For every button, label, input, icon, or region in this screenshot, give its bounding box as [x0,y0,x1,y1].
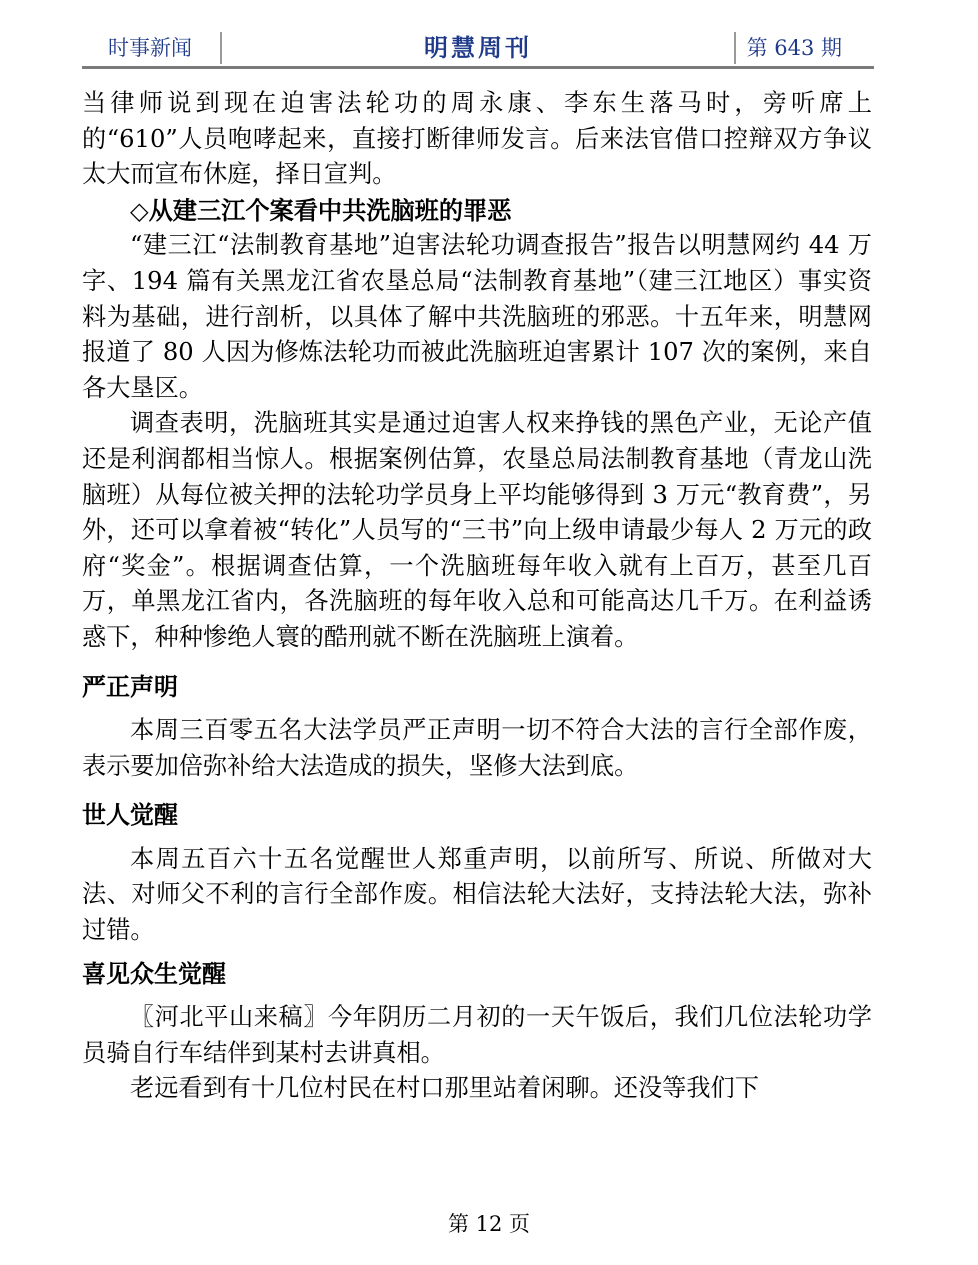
section-heading-statement: 严正声明 [82,672,178,701]
paragraph-6: 〖河北平山来稿〗今年阴历二月初的一天午饭后，我们几位法轮功学员骑自行车结伴到某村去讲真相。 [82,1003,872,1067]
header-issue-number: 第 643 期 [746,36,842,60]
header-section-label: 时事新闻 [108,36,192,60]
header-rule [82,66,874,69]
subheading: ◇从建三江个案看中共洗脑班的罪恶 [130,195,512,225]
paragraph-3: 调查表明，洗脑班其实是通过迫害人权来挣钱的黑色产业，无论产值还是利润都相当惊人。根据案例估算，农垦总局法制教育基地（青龙山洗脑班）从每位被关押的法轮功学员身上平均能够得到 3 万元“教育费”，另外，还可以拿着被“转化”人员写的“三书”向上级申请最少每人 2 万元的政府“奖金”。根据调查估算，一个洗脑班每年收入就有上百万，甚至几百万，单黑龙江省内，各洗脑班的每年收入总和可能高达几千万。在利益诱惑下，种种惨绝人寰的酷刑就不断在洗脑班上演着。 [82,409,872,651]
header-publication-title: 明慧周刊 [424,34,532,62]
paragraph-4: 本周三百零五名大法学员严正声明一切不符合大法的言行全部作废，表示要加倍弥补给大法造成的损失，坚修大法到底。 [82,716,872,780]
article-body [82,86,872,1107]
section-heading-awakening: 世人觉醒 [82,801,178,830]
page-header [82,22,874,68]
paragraph-2: “建三江“法制教育基地”迫害法轮功调查报告”报告以明慧网约 44 万字、194 篇有关黑龙江省农垦总局“法制教育基地”（建三江地区）事实资料为基础，进行剖析，以具体了解中共洗脑班的邪恶。十五年来，明慧网报道了 80 人因为修炼法轮功而被此洗脑班迫害累计 107 次的案例，来自各大垦区。 [82,231,872,402]
header-divider-right [734,32,736,64]
section-heading-joy: 喜见众生觉醒 [82,959,226,988]
paragraph-5: 本周五百六十五名觉醒世人郑重声明，以前所写、所说、所做对大法、对师父不利的言行全部作废。相信法轮大法好，支持法轮大法，弥补过错。 [82,844,872,945]
page-number: 第 12 页 [447,1212,531,1236]
paragraph-1: 当律师说到现在迫害法轮功的周永康、李东生落马时，旁听席上的“610”人员咆哮起来，直接打断律师发言。后来法官借口控辩双方争议太大而宣布休庭，择日宣判。 [82,89,872,189]
paragraph-7: 老远看到有十几位村民在村口那里站着闲聊。还没等我们下 [130,1074,759,1103]
